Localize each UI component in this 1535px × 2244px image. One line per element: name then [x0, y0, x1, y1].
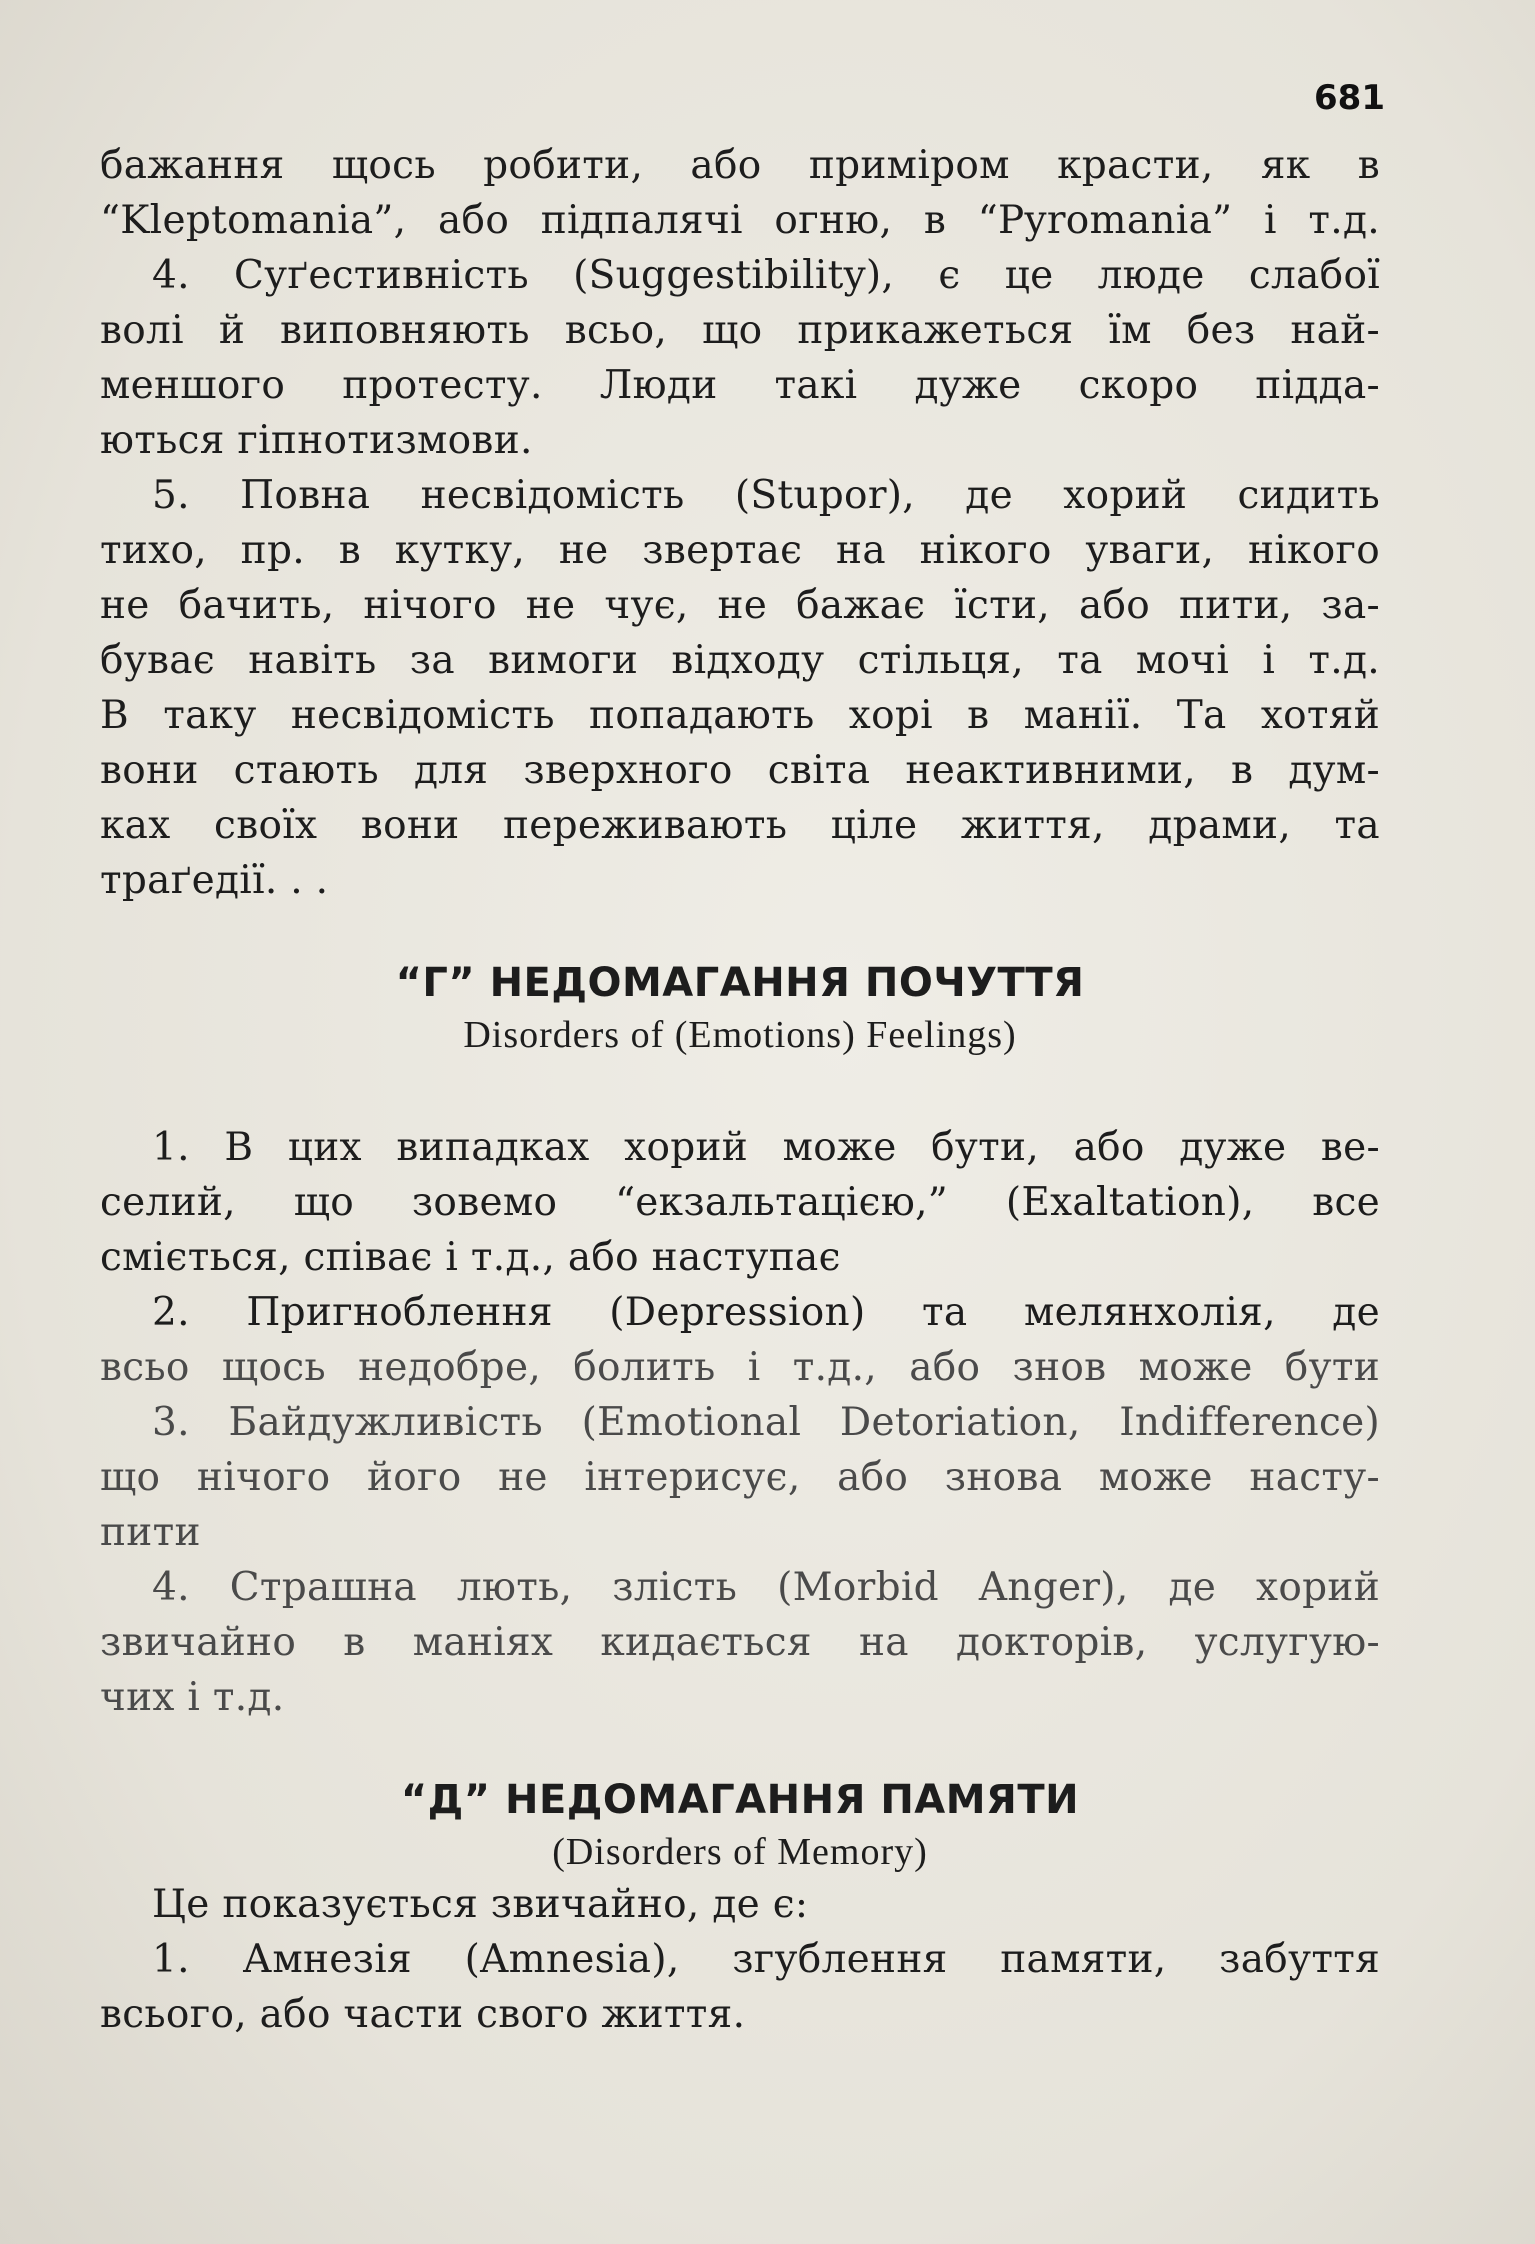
text-line: селий, що зовемо “екзальтацією,” (Exaltation), все — [100, 1180, 1380, 1225]
section-subheading: Disorders of (Emotions) Feelings) — [463, 1014, 1017, 1056]
text-line: 1. В цих випадках хорий може бути, або дуже ве- — [152, 1125, 1380, 1170]
text-line: ках своїх вони переживають ціле життя, драми, та — [100, 803, 1380, 848]
section-g — [100, 956, 1380, 1725]
text-line: “Kleptomania”, або підпалячі огню, в “Pyromania” і т.д. — [100, 198, 1380, 243]
text-line: 4. Страшна лють, злість (Morbid Anger), де хорий — [152, 1565, 1380, 1610]
section-subheading: (Disorders of Memory) — [552, 1831, 928, 1873]
text-line: 4. Суґестивність (Suggestibility), є це люде слабої — [152, 253, 1380, 298]
text-line: волі й виповняють всьо, що прикажеться їм без най- — [100, 308, 1380, 353]
text-line: 5. Повна несвідомість (Stupor), де хорий сидить — [152, 473, 1380, 518]
text-line: не бачить, нічого не чує, не бажає їсти, або пити, за- — [100, 583, 1380, 628]
text-line: траґедії. . . — [100, 858, 329, 903]
text-line: чих і т.д. — [100, 1675, 285, 1720]
paragraph-top — [100, 138, 1380, 908]
section-heading: “Г” НЕДОМАГАННЯ ПОЧУТТЯ — [395, 960, 1085, 1006]
text-line: сміється, співає і т.д., або наступає — [100, 1235, 841, 1280]
text-line: меншого протесту. Люди такі дуже скоро підда- — [100, 363, 1380, 408]
text-line: вони стають для зверхного світа неактивними, в дум- — [100, 748, 1380, 793]
text-line: Це показується звичайно, де є: — [152, 1882, 809, 1927]
text-line: 2. Пригноблення (Depression) та мелянхолія, де — [152, 1290, 1380, 1335]
text-line: всьо щось недобре, болить і т.д., або знов може бути — [100, 1345, 1380, 1390]
page-number: 681 — [1314, 78, 1385, 118]
section-heading: “Д” НЕДОМАГАННЯ ПАМЯТИ — [400, 1777, 1080, 1823]
text-line: В таку несвідомість попадають хорі в манії. Та хотяй — [100, 693, 1380, 738]
text-line: буває навіть за вимоги відходу стільця, та мочі і т.д. — [100, 638, 1380, 683]
text-line: бажання щось робити, або приміром красти, як в — [100, 143, 1380, 188]
text-line: що нічого його не інтерисує, або знова може насту- — [100, 1455, 1380, 1500]
text-line: 1. Амнезія (Amnesia), згублення памяти, забуття — [152, 1937, 1380, 1982]
text-line: всього, або части свого життя. — [100, 1992, 746, 2037]
text-line: пити — [100, 1510, 201, 1555]
text-line: звичайно в маніях кидається на докторів, услугую- — [100, 1620, 1380, 1665]
page-body — [100, 138, 1380, 2042]
text-line: тихо, пр. в кутку, не звертає на нікого уваги, нікого — [100, 528, 1380, 573]
text-line: 3. Байдужливість (Emotional Detoriation, Indifference) — [152, 1400, 1380, 1445]
section-d — [100, 1773, 1380, 2042]
text-line: ються гіпнотизмови. — [100, 418, 533, 463]
